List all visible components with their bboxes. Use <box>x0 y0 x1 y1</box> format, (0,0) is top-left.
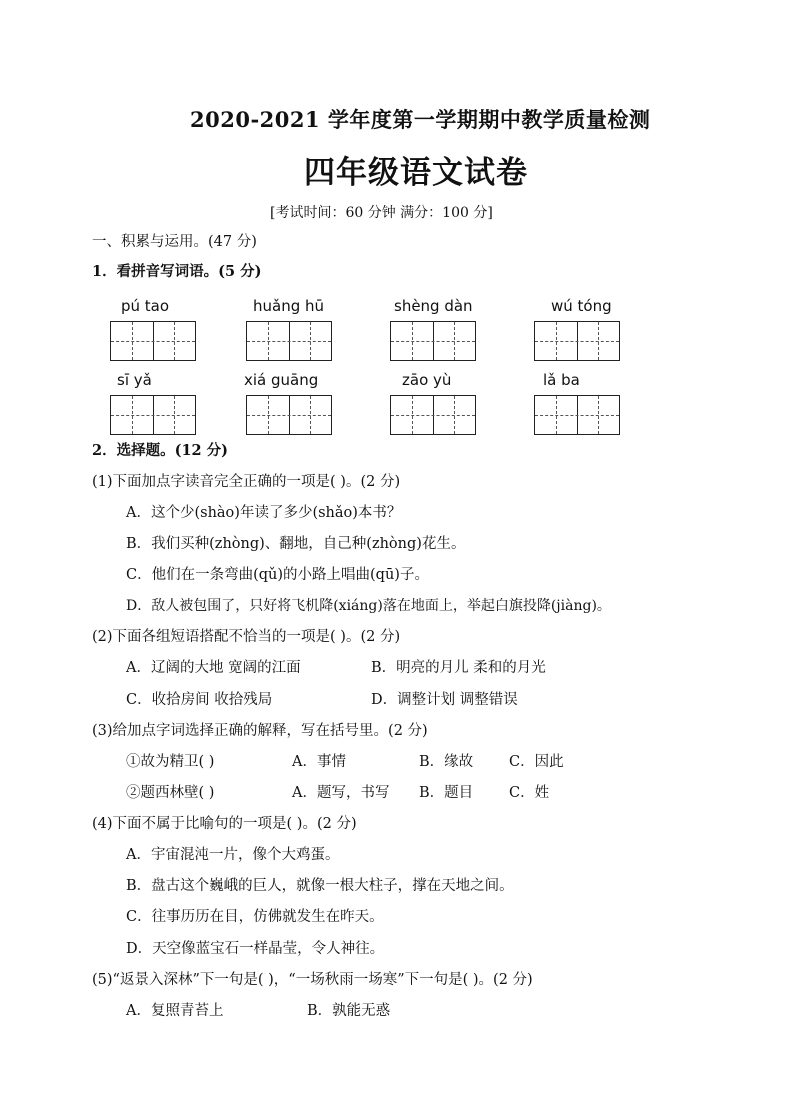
option-c: C．往事历历在目，仿佛就发生在昨天。 <box>126 909 384 925</box>
option-c: C．因此 <box>509 754 564 770</box>
section-title: 一、积累与运用。(47 分) <box>92 234 257 250</box>
writing-grid[interactable] <box>246 395 332 435</box>
option-b: B．盘古这个巍峨的巨人，就像一根大柱子，撑在天地之间。 <box>126 878 514 894</box>
writing-grid[interactable] <box>390 395 476 435</box>
writing-grid[interactable] <box>534 321 620 361</box>
option-d: D．调整计划 调整错误 <box>371 692 518 708</box>
pinyin-label: xiá guāng <box>244 371 319 389</box>
exam-title: 2020-2021 学年度第一学期期中教学质量检测 <box>190 107 651 132</box>
option-b: B．明亮的月儿 柔和的月光 <box>371 660 546 676</box>
option-c: C．他们在一条弯曲(qǔ)的小路上唱曲(qū)子。 <box>126 567 429 583</box>
option-b: B．孰能无惑 <box>307 1003 391 1019</box>
sub-item: ②题西林壁( ) <box>126 785 215 801</box>
option-a: A．这个少(shào)年读了多少(shǎo)本书？ <box>126 505 402 521</box>
exam-info: [考试时间：60 分钟 满分：100 分] <box>270 205 493 221</box>
pinyin-label: lǎ ba <box>543 371 580 389</box>
option-d: D．敌人被包围了，只好将飞机降(xiáng)落在地面上，举起白旗投降(jiàng)。 <box>126 598 611 614</box>
option-b: B．缘故 <box>419 754 474 770</box>
writing-grid[interactable] <box>246 321 332 361</box>
question-stem: (4)下面不属于比喻句的一项是( )。(2 分) <box>92 816 357 832</box>
pinyin-label: shèng dàn <box>394 297 473 315</box>
writing-grid[interactable] <box>534 395 620 435</box>
writing-grid[interactable] <box>390 321 476 361</box>
option-a: A．辽阔的大地 宽阔的江面 <box>126 660 301 676</box>
question-stem: (2)下面各组短语搭配不恰当的一项是( )。(2 分) <box>92 629 401 645</box>
question-stem: (1)下面加点字读音完全正确的一项是( )。(2 分) <box>92 474 401 490</box>
option-b: B．题目 <box>419 785 474 801</box>
option-a: A．复照青苔上 <box>126 1003 224 1019</box>
pinyin-label: wú tóng <box>551 297 612 315</box>
question-stem: (5)“返景入深林”下一句是( )，“一场秋雨一场寒”下一句是( )。(2 分) <box>92 972 533 988</box>
option-a: A．题写，书写 <box>292 785 390 801</box>
paper-title: 四年级语文试卷 <box>304 155 528 191</box>
option-b: B．我们买种(zhòng)、翻地，自己种(zhòng)花生。 <box>126 536 466 552</box>
pinyin-label: huǎng hū <box>253 297 325 315</box>
option-d: D．天空像蓝宝石一样晶莹，令人神往。 <box>126 941 385 957</box>
question-2-title: 2．选择题。(12 分) <box>92 442 229 459</box>
pinyin-label: sī yǎ <box>117 371 152 389</box>
writing-grid[interactable] <box>110 321 196 361</box>
option-a: A．事情 <box>292 754 346 770</box>
pinyin-label: pú tao <box>121 297 170 315</box>
sub-item: ①故为精卫( ) <box>126 754 215 770</box>
option-a: A．宇宙混沌一片，像个大鸡蛋。 <box>126 847 340 863</box>
question-stem: (3)给加点字词选择正确的解释，写在括号里。(2 分) <box>92 723 428 739</box>
option-c: C．姓 <box>509 785 550 801</box>
option-c: C．收拾房间 收拾残局 <box>126 692 273 708</box>
question-1-title: 1．看拼音写词语。(5 分) <box>92 263 262 280</box>
pinyin-label: zāo yù <box>402 371 452 389</box>
writing-grid[interactable] <box>110 395 196 435</box>
